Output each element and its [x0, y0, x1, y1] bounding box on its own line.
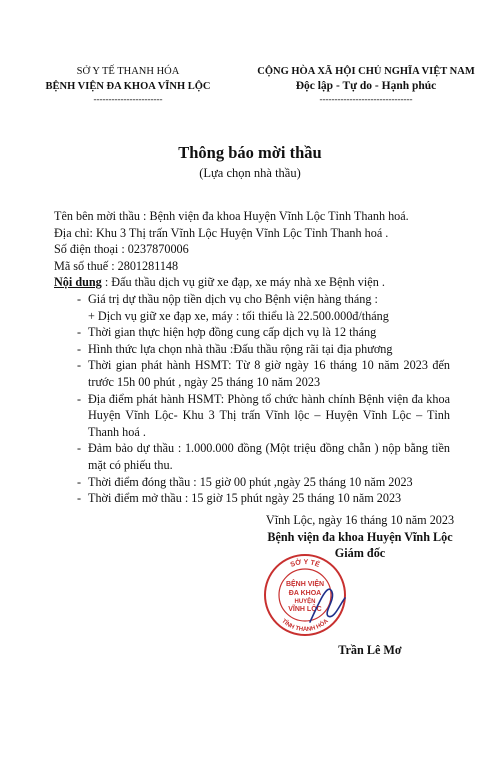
closing-time-text: - Thời điểm đóng thầu : 15 giờ 00 phút ,ngày 25 tháng 10 năm 2023 [88, 474, 413, 489]
document-body [54, 208, 450, 507]
parent-agency-name: SỞ Y TẾ THANH HÓA [76, 66, 180, 77]
seal-center-line1: BỆNH VIỆN [285, 581, 325, 588]
seal-top-text: SỞ Y TẾ [289, 558, 321, 569]
issue-location-text: - Địa điểm phát hành HSMT: Phòng tổ chức hành chính Bệnh viện đa khoa Huyện Vĩnh Lộc- Khu 3 Thị trấn Vĩnh lộc – Huyện Vĩnh Lộc – Tỉnh Thanh hoá . [88, 391, 450, 439]
phone-number: Số điện thoại : 0237870006 [54, 242, 189, 257]
contract-duration-text: - Thời gian thực hiện hợp đồng cung cấp dịch vụ là 12 tháng [88, 325, 377, 340]
left-header-divider: ----------------------- [93, 94, 163, 104]
hospital-name: BỆNH VIỆN ĐA KHOA VĨNH LỘC [45, 81, 211, 92]
seal-center-line2: ĐA KHOA [288, 590, 322, 597]
bid-value-detail: + Dịch vụ giữ xe đạp xe, máy : tối thiểu là 22.500.000đ/tháng [88, 308, 389, 323]
list-item [54, 490, 450, 507]
address: Địa chỉ: Khu 3 Thị trấn Vĩnh Lộc Huyện Vĩnh Lộc Tỉnh Thanh hoá . [54, 225, 389, 240]
tender-details-list [54, 291, 450, 507]
opening-time-text: - Thời điểm mở thầu : 15 giờ 15 phút ngày 25 tháng 10 năm 2023 [88, 491, 402, 506]
signing-organization: Bệnh viện đa khoa Huyện Vĩnh Lộc [267, 529, 453, 544]
document-subtitle: (Lựa chọn nhà thầu) [199, 166, 301, 180]
official-seal [262, 552, 348, 638]
bid-security-text: - Đảm bảo dự thầu : 1.000.000 đồng (Một triệu đồng chẵn ) nộp bằng tiền mặt có phiếu thu. [88, 441, 450, 472]
list-item [54, 357, 450, 390]
document-title: Thông báo mời thầu [178, 143, 322, 162]
list-item [54, 291, 450, 324]
issuing-agency-header [18, 64, 238, 105]
list-item [54, 341, 450, 358]
seal-center-line3: HUYỆN [294, 599, 316, 605]
country-name: CỘNG HÒA XÃ HỘI CHỦ NGHĨA VIỆT NAM [257, 66, 475, 77]
signer-name: Trần Lê Mơ [338, 643, 402, 657]
national-motto: Độc lập - Tự do - Hạnh phúc [295, 80, 437, 92]
selection-method-text: - Hình thức lựa chọn nhà thầu :Đấu thầu rộng rãi tại địa phương [88, 341, 393, 356]
content-label: Nội dung [54, 275, 102, 290]
content-text: : Đấu thầu dịch vụ giữ xe đạp, xe máy nhà xe Bệnh viện . [101, 275, 385, 290]
list-item [54, 440, 450, 473]
tax-code: Mã số thuế : 2801281148 [54, 258, 179, 273]
right-header-divider: ------------------------------- [319, 94, 413, 104]
national-motto-header [248, 64, 484, 105]
svg-text:SỞ Y TẾ [290, 557, 322, 569]
issue-time-text: - Thời gian phát hành HSMT: Từ 8 giờ ngày 16 tháng 10 năm 2023 đến trước 15h 00 phút , ngày 25 tháng 10 năm 2023 [88, 358, 450, 389]
list-item [54, 391, 450, 441]
seal-center-line4: VĨNH LỘC [288, 606, 322, 613]
signer-position: Giám đốc [334, 546, 386, 561]
seal-bottom-text: TỈNH THANH HÓA [280, 618, 330, 633]
bid-value-text: - Giá trị dự thầu nộp tiền dịch vụ cho Bệnh viện hàng tháng : [88, 291, 378, 306]
content-line [54, 274, 450, 291]
list-item [54, 474, 450, 491]
list-item [54, 324, 450, 341]
place-and-date: Vĩnh Lộc, ngày 16 tháng 10 năm 2023 [265, 513, 455, 527]
inviting-party: Tên bên mời thầu : Bệnh viện đa khoa Huyện Vĩnh Lộc Tỉnh Thanh hoá. [54, 209, 409, 223]
